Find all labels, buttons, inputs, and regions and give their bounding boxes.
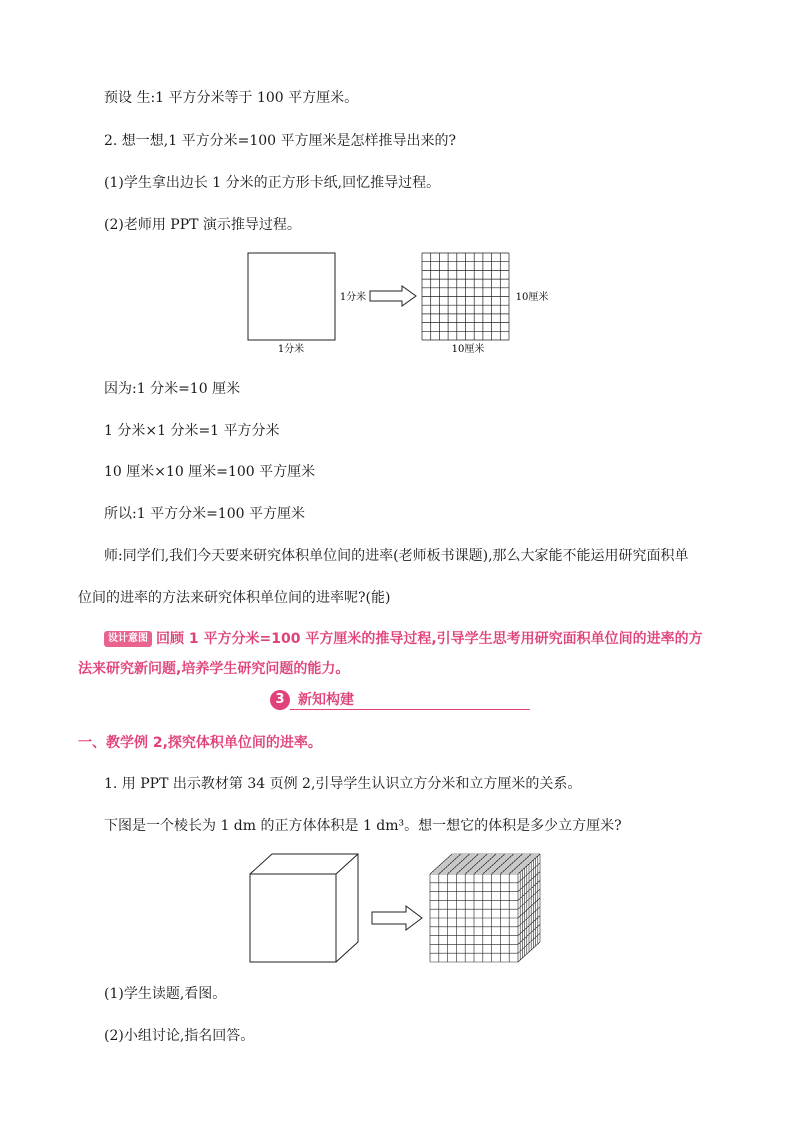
arrow-label: 1分米	[339, 292, 367, 303]
line-so: 所以:1 平方分米=100 平方厘米	[104, 506, 305, 522]
line-ppt: 1. 用 PPT 出示教材第 34 页例 2,引导学生认识立方分米和立方厘米的关系。	[104, 776, 582, 792]
grid-cube-1000-cm3	[430, 854, 540, 962]
design-intent-text-1: 回顾 1 平方分米=100 平方厘米的推导过程,引导学生思考用研究面积单位间的进率的方	[156, 631, 703, 647]
line-preset: 预设 生:1 平方分米等于 100 平方厘米。	[104, 90, 359, 106]
grid-100-cm2	[422, 253, 509, 340]
volume-conversion-figure	[244, 850, 554, 970]
area-conversion-figure	[240, 248, 560, 360]
line-because: 因为:1 分米=10 厘米	[104, 381, 241, 397]
section-number: 3	[270, 690, 290, 710]
line-read: (1)学生读题,看图。	[104, 986, 227, 1002]
grid-right-label: 10厘米	[515, 292, 549, 303]
square-1dm	[248, 253, 335, 340]
line-teacher-1: 师:同学们,我们今天要来研究体积单位间的进率(老师板书课题),那么大家能不能运用研究面积单	[104, 548, 689, 564]
section-title: 新知构建	[298, 692, 354, 708]
line-eq2: 10 厘米×10 厘米=100 平方厘米	[104, 464, 316, 480]
grid-bottom-label: 10厘米	[451, 344, 485, 355]
section-heading	[270, 690, 530, 712]
line-cube-question: 下图是一个棱长为 1 dm 的正方体体积是 1 dm³。想一想它的体积是多少立方厘米?	[104, 818, 622, 834]
line-eq1: 1 分米×1 分米=1 平方分米	[104, 423, 280, 439]
line-step2: (2)老师用 PPT 演示推导过程。	[104, 217, 301, 233]
design-intent-text-2: 法来研究新问题,培养学生研究问题的能力。	[78, 661, 350, 677]
square-bottom-label: 1分米	[277, 344, 305, 355]
right-arrow-icon	[372, 906, 422, 930]
teaching-heading: 一、教学例 2,探究体积单位间的进率。	[78, 735, 322, 751]
right-arrow-icon	[370, 286, 416, 306]
section-rule	[290, 709, 530, 710]
line-discuss: (2)小组讨论,指名回答。	[104, 1028, 255, 1044]
cube-1dm	[250, 854, 358, 962]
design-intent	[104, 629, 703, 649]
design-intent-badge: 设计意图	[104, 631, 152, 647]
line-think: 2. 想一想,1 平方分米=100 平方厘米是怎样推导出来的?	[104, 133, 457, 149]
line-teacher-2: 位间的进率的方法来研究体积单位间的进率呢?(能)	[78, 590, 391, 606]
line-step1: (1)学生拿出边长 1 分米的正方形卡纸,回忆推导过程。	[104, 175, 441, 191]
